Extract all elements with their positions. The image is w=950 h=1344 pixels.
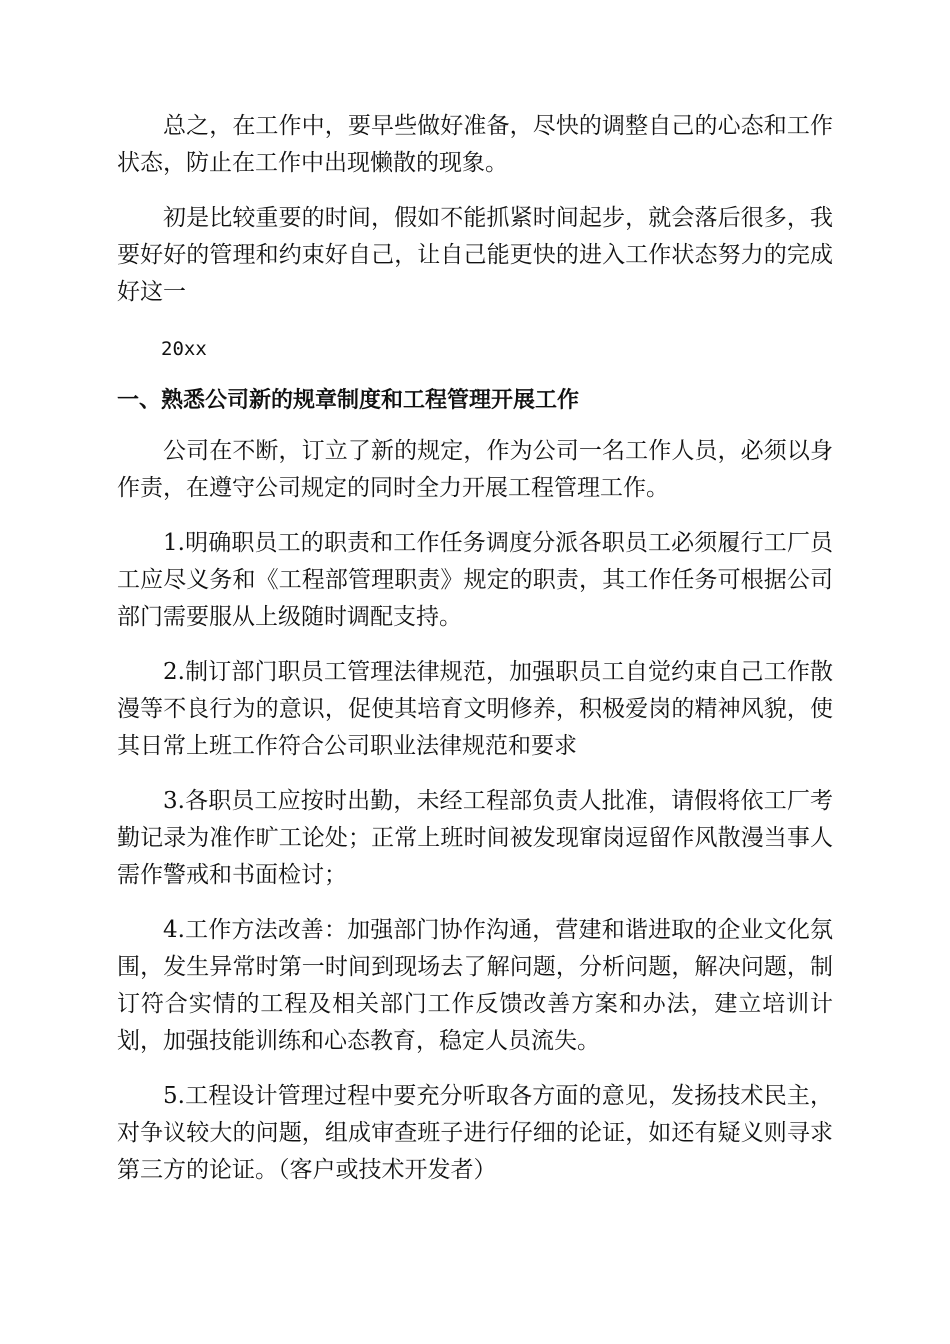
list-item-1: 1.明确职员工的职责和工作任务调度分派各职员工必须履行工厂员工应尽义务和《工程部管理职责》规定的职责，其工作任务可根据公司部门需要服从上级随时调配支持。 xyxy=(117,530,833,630)
paragraph-company-rules: 公司在不断，订立了新的规定，作为公司一名工作人员，必须以身作责，在遵守公司规定的同时全力开展工程管理工作。 xyxy=(117,438,833,501)
list-item-5: 5.工程设计管理过程中要充分听取各方面的意见，发扬技术民主，对争议较大的问题，组成审查班子进行仔细的论证，如还有疑义则寻求第三方的论证。（客户或技术开发者） xyxy=(117,1083,833,1183)
list-item-2: 2.制订部门职员工管理法律规范，加强职员工自觉约束自己工作散漫等不良行为的意识，促使其培育文明修养，积极爱岗的精神风貌，使其日常上班工作符合公司职业法律规范和要求 xyxy=(117,659,833,759)
list-item-4: 4.工作方法改善：加强部门协作沟通，营建和谐进取的企业文化氛围，发生异常时第一时间到现场去了解问题，分析问题，解决问题，制订符合实情的工程及相关部门工作反馈改善方案和办法，建立培训计划，加强技能训练和心态教育，稳定人员流失。 xyxy=(117,917,833,1054)
paragraph-summary: 总之，在工作中，要早些做好准备，尽快的调整自己的心态和工作状态，防止在工作中出现懒散的现象。 xyxy=(117,113,833,176)
paragraph-start-of-year: 初是比较重要的时间，假如不能抓紧时间起步，就会落后很多，我要好好的管理和约束好自己，让自己能更快的进入工作状态努力的完成好这一 xyxy=(117,205,833,305)
list-item-3: 3.各职员工应按时出勤，未经工程部负责人批准，请假将依工厂考勤记录为准作旷工论处；正常上班时间被发现窜岗逗留作风散漫当事人需作警戒和书面检讨； xyxy=(117,788,833,888)
document-body xyxy=(117,108,833,1207)
year-label: 20xx xyxy=(161,338,207,360)
section-heading: 一、熟悉公司新的规章制度和工程管理开展工作 xyxy=(117,388,580,413)
